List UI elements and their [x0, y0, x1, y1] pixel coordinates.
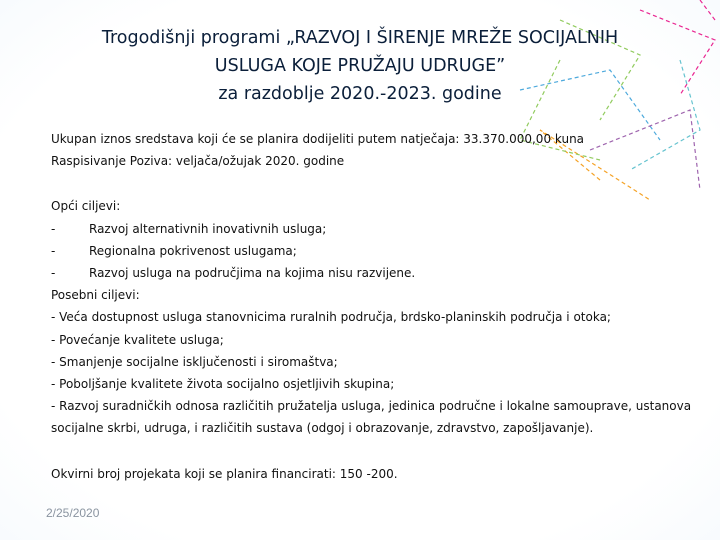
- specific-goals-heading: Posebni ciljevi:: [51, 288, 140, 303]
- general-goal-item: [51, 240, 701, 262]
- specific-goal-item: - Veća dostupnost usluga stanovnicima ruralnih područja, brdsko-planinskih područja i otoka;: [51, 310, 611, 325]
- general-goals-heading: Opći ciljevi:: [51, 199, 121, 214]
- specific-goal-item: - Razvoj suradničkih odnosa različitih pružatelja usluga, jedinica područne i lokalne samouprave, ustanova socijalne skrbi, udruga, i različitih sustava (odgoj i obrazovanje, zdravstvo, zapošljavanje).: [51, 399, 692, 436]
- specific-goal-item: - Smanjenje socijalne isključenosti i siromaštva;: [51, 354, 338, 369]
- title-line: USLUGA KOJE PRUŽAJU UDRUGE”: [214, 56, 506, 76]
- general-goal-item: [51, 218, 701, 240]
- dash-bullet: -: [51, 221, 56, 236]
- general-goal-text: Razvoj usluga na područjima na kojima nisu razvijene.: [89, 266, 416, 281]
- general-goal-text: Regionalna pokrivenost uslugama;: [89, 243, 297, 258]
- general-goal-item: [51, 262, 701, 284]
- funding-amount: Ukupan iznos sredstava koji će se planira dodijeliti putem natječaja: 33.370.000,00 kuna: [51, 132, 585, 146]
- general-goal-text: Razvoj alternativnih inovativnih usluga;: [89, 221, 327, 236]
- slide-body: [51, 128, 701, 485]
- title-line: za razdoblje 2020.-2023. godine: [218, 84, 502, 104]
- call-period: Raspisivanje Poziva: veljača/ožujak 2020. godine: [51, 154, 345, 169]
- dash-bullet: -: [51, 243, 56, 258]
- spacer: [51, 172, 701, 195]
- decoration-line: [700, 0, 715, 20]
- specific-goal-item: - Poboljšanje kvalitete života socijalno osjetljivih skupina;: [51, 377, 395, 392]
- spacer: [51, 440, 701, 463]
- specific-goal-item: - Povećanje kvalitete usluga;: [51, 332, 224, 347]
- slide-title: [30, 24, 690, 108]
- projects-count: Okvirni broj projekata koji se planira financirati: 150 -200.: [51, 466, 398, 481]
- title-line: Trogodišnji programi „RAZVOJ I ŠIRENJE MREŽE SOCIJALNIH: [101, 28, 619, 48]
- slide-date: 2/25/2020: [46, 506, 100, 520]
- dash-bullet: -: [51, 266, 56, 281]
